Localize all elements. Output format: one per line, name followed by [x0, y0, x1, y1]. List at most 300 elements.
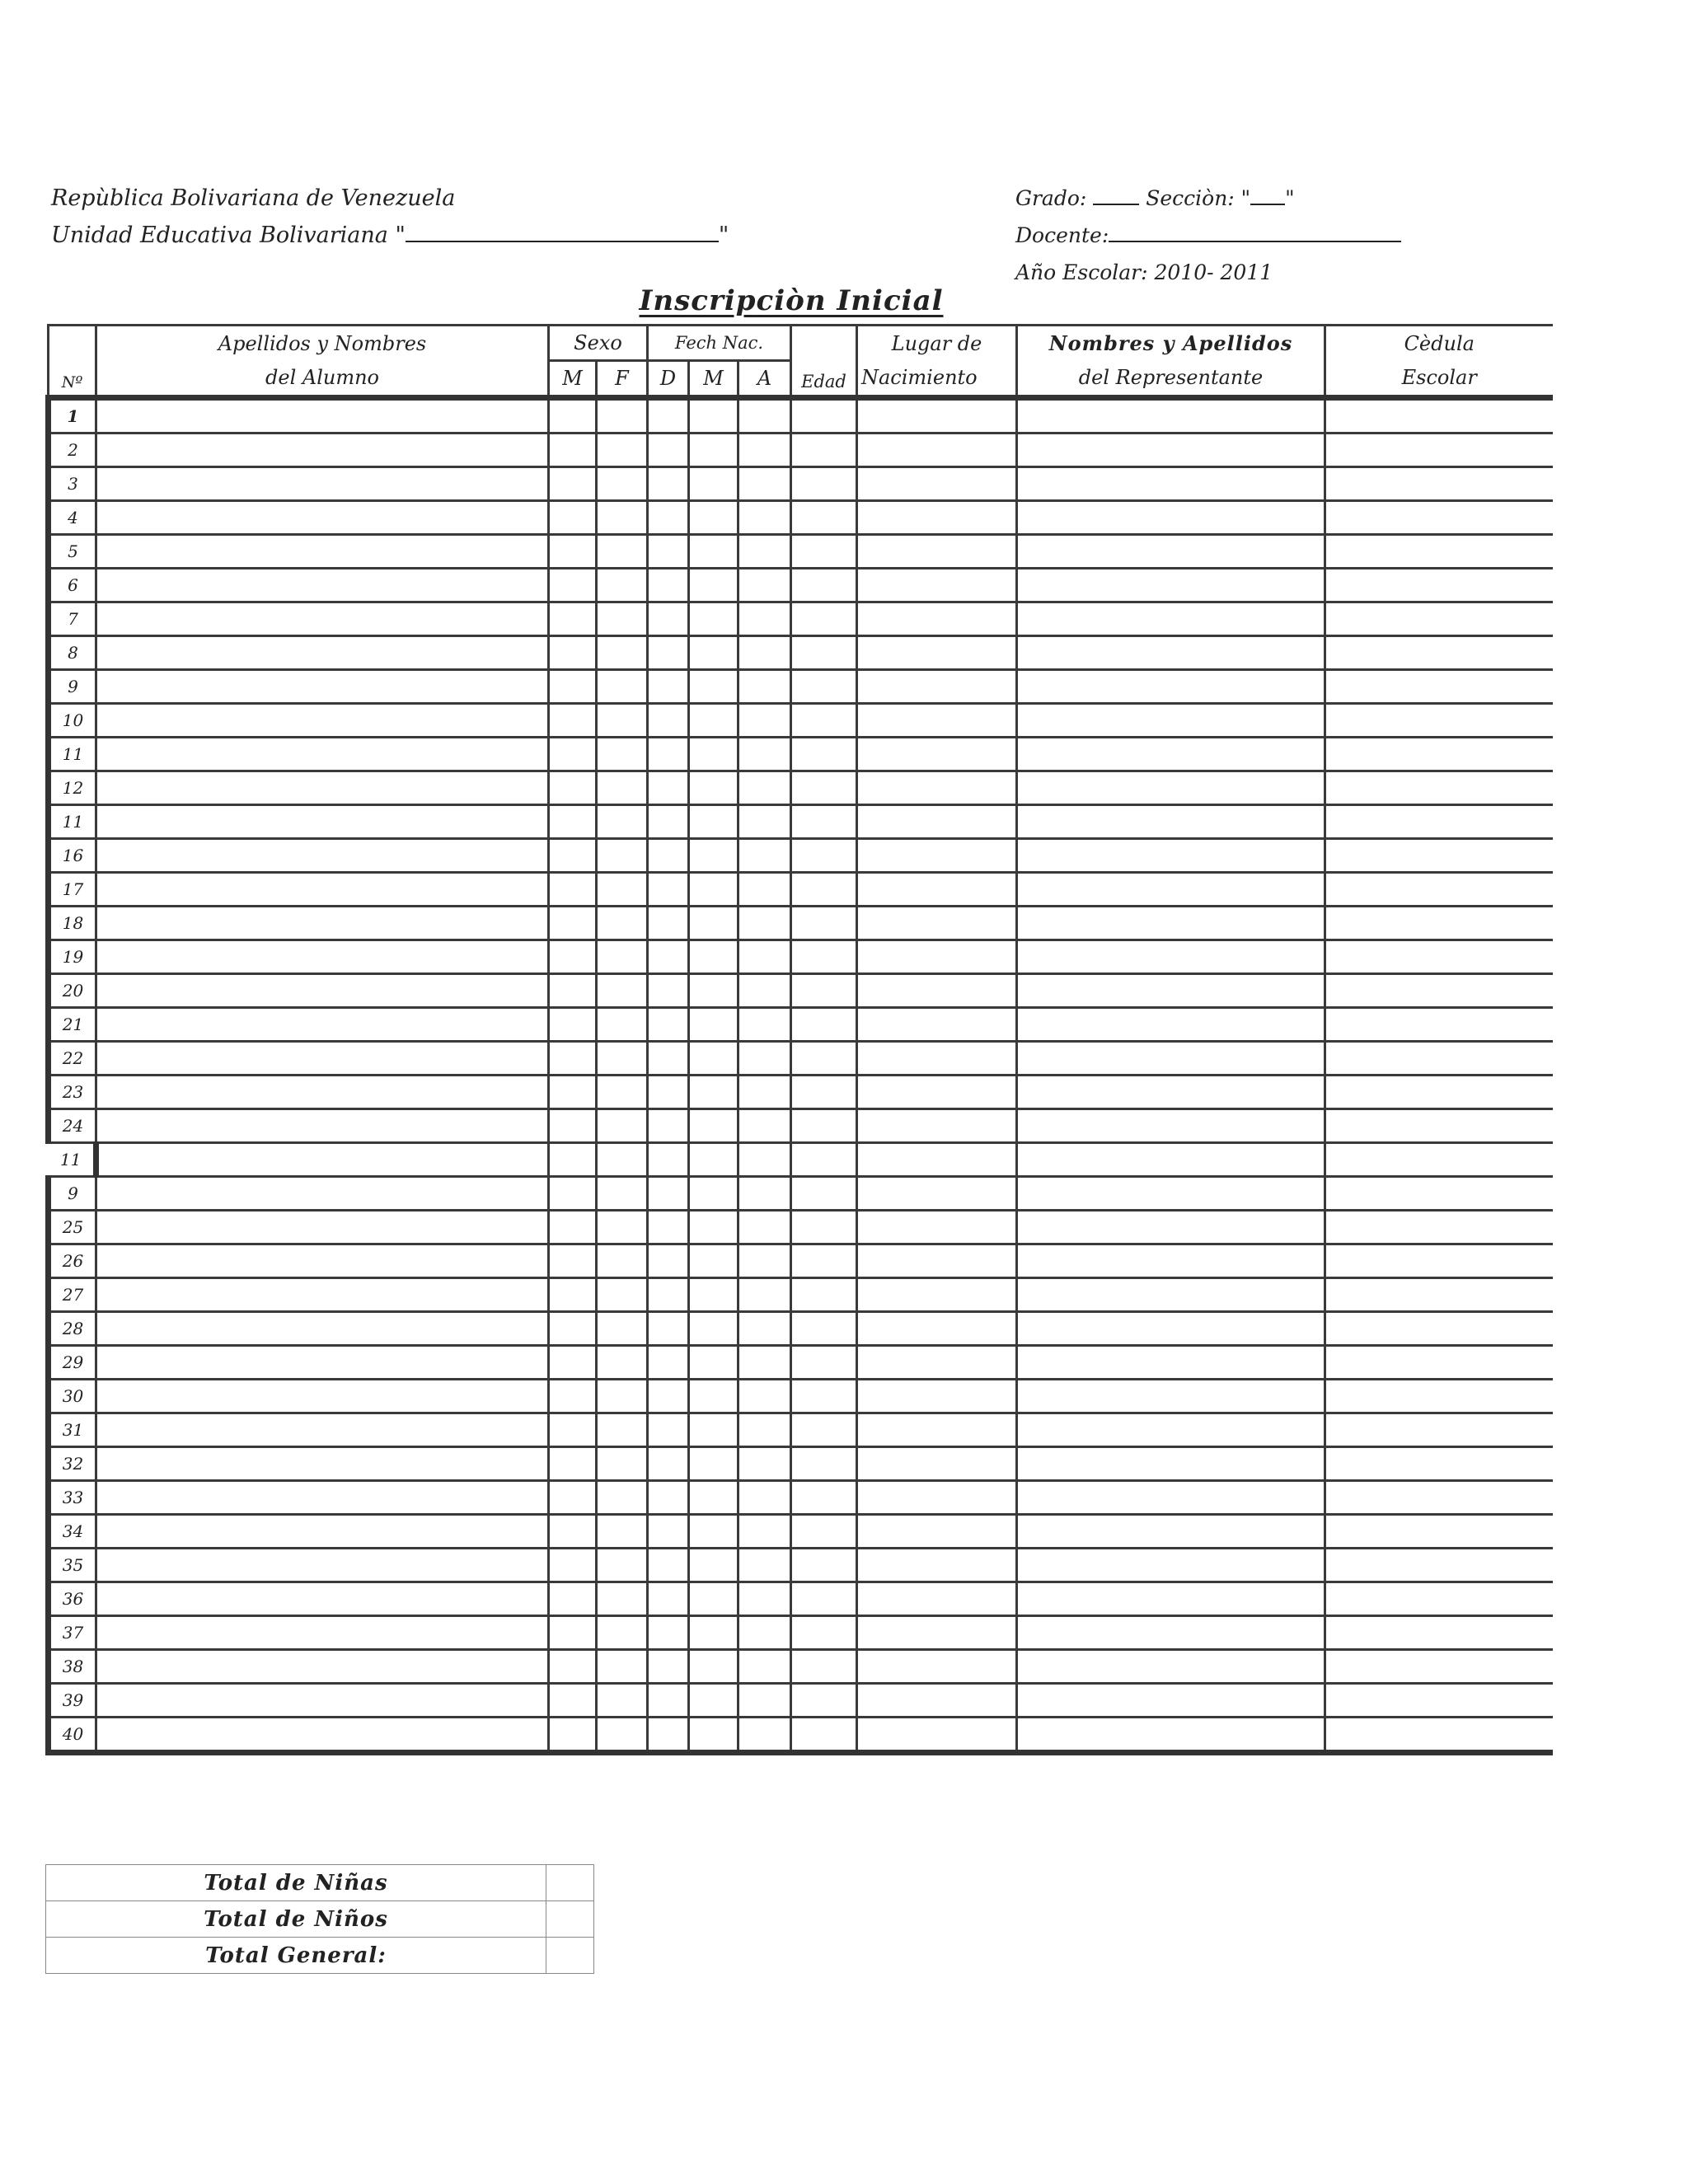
table-cell[interactable]: [689, 434, 738, 467]
table-cell[interactable]: [857, 569, 1017, 602]
table-cell[interactable]: [96, 1684, 549, 1718]
table-cell[interactable]: [689, 771, 738, 805]
table-cell[interactable]: [791, 1177, 857, 1211]
table-cell[interactable]: [1325, 805, 1553, 839]
table-cell[interactable]: [857, 839, 1017, 873]
table-cell[interactable]: [689, 873, 738, 907]
table-cell[interactable]: [549, 1042, 597, 1076]
table-cell[interactable]: [1017, 1109, 1325, 1143]
table-cell[interactable]: [1325, 398, 1553, 434]
table-cell[interactable]: [549, 771, 597, 805]
table-cell[interactable]: [689, 670, 738, 704]
table-cell[interactable]: [1017, 1481, 1325, 1515]
table-cell[interactable]: [791, 1718, 857, 1753]
table-cell[interactable]: [1325, 1616, 1553, 1650]
table-cell[interactable]: [549, 1278, 597, 1312]
table-cell[interactable]: [549, 974, 597, 1008]
table-cell[interactable]: [1325, 467, 1553, 501]
table-cell[interactable]: [648, 1515, 689, 1549]
table-cell[interactable]: [597, 1718, 648, 1753]
table-cell[interactable]: [1017, 602, 1325, 636]
table-cell[interactable]: [689, 501, 738, 535]
table-cell[interactable]: [96, 636, 549, 670]
table-cell[interactable]: [738, 670, 791, 704]
table-cell[interactable]: [648, 1616, 689, 1650]
table-cell[interactable]: [597, 1346, 648, 1380]
table-cell[interactable]: [597, 974, 648, 1008]
table-cell[interactable]: [96, 1650, 549, 1684]
table-cell[interactable]: [857, 1076, 1017, 1109]
table-cell[interactable]: [738, 1143, 791, 1177]
table-cell[interactable]: [96, 670, 549, 704]
table-cell[interactable]: [857, 1718, 1017, 1753]
table-cell[interactable]: [597, 1042, 648, 1076]
table-cell[interactable]: [96, 1718, 549, 1753]
table-cell[interactable]: [1017, 1042, 1325, 1076]
table-cell[interactable]: [648, 1650, 689, 1684]
table-cell[interactable]: [689, 1582, 738, 1616]
table-cell[interactable]: [1017, 1380, 1325, 1413]
table-cell[interactable]: [738, 1481, 791, 1515]
table-cell[interactable]: [689, 1650, 738, 1684]
table-cell[interactable]: [738, 501, 791, 535]
table-cell[interactable]: [738, 1650, 791, 1684]
table-cell[interactable]: [738, 1312, 791, 1346]
table-cell[interactable]: [689, 1684, 738, 1718]
table-cell[interactable]: [857, 1143, 1017, 1177]
table-cell[interactable]: [648, 501, 689, 535]
table-cell[interactable]: [1017, 1244, 1325, 1278]
table-cell[interactable]: [857, 1616, 1017, 1650]
table-cell[interactable]: [857, 636, 1017, 670]
table-cell[interactable]: [857, 434, 1017, 467]
table-cell[interactable]: [791, 1447, 857, 1481]
table-cell[interactable]: [857, 873, 1017, 907]
table-cell[interactable]: [1325, 1312, 1553, 1346]
table-cell[interactable]: [648, 940, 689, 974]
table-cell[interactable]: [857, 535, 1017, 569]
table-cell[interactable]: [549, 1177, 597, 1211]
table-cell[interactable]: [96, 1616, 549, 1650]
table-cell[interactable]: [648, 805, 689, 839]
table-cell[interactable]: [96, 434, 549, 467]
table-cell[interactable]: [597, 1481, 648, 1515]
table-cell[interactable]: [1325, 1380, 1553, 1413]
table-cell[interactable]: [597, 704, 648, 738]
table-cell[interactable]: [1017, 1582, 1325, 1616]
table-cell[interactable]: [689, 636, 738, 670]
table-cell[interactable]: [648, 1143, 689, 1177]
table-cell[interactable]: [689, 398, 738, 434]
table-cell[interactable]: [549, 1549, 597, 1582]
table-cell[interactable]: [857, 1042, 1017, 1076]
table-cell[interactable]: [648, 1380, 689, 1413]
table-cell[interactable]: [549, 1650, 597, 1684]
table-cell[interactable]: [549, 1616, 597, 1650]
table-cell[interactable]: [1325, 907, 1553, 940]
table-cell[interactable]: [1325, 1346, 1553, 1380]
table-cell[interactable]: [96, 974, 549, 1008]
table-cell[interactable]: [597, 434, 648, 467]
table-cell[interactable]: [689, 940, 738, 974]
table-cell[interactable]: [1017, 738, 1325, 771]
table-cell[interactable]: [857, 771, 1017, 805]
table-cell[interactable]: [96, 907, 549, 940]
table-cell[interactable]: [597, 1244, 648, 1278]
table-cell[interactable]: [738, 1549, 791, 1582]
table-cell[interactable]: [648, 1244, 689, 1278]
table-cell[interactable]: [549, 398, 597, 434]
table-cell[interactable]: [1017, 1312, 1325, 1346]
table-cell[interactable]: [738, 398, 791, 434]
table-cell[interactable]: [597, 940, 648, 974]
table-cell[interactable]: [791, 907, 857, 940]
table-cell[interactable]: [549, 873, 597, 907]
table-cell[interactable]: [1325, 704, 1553, 738]
table-cell[interactable]: [857, 1380, 1017, 1413]
table-cell[interactable]: [1325, 1481, 1553, 1515]
table-cell[interactable]: [791, 1312, 857, 1346]
table-cell[interactable]: [1325, 1447, 1553, 1481]
table-cell[interactable]: [549, 1312, 597, 1346]
table-cell[interactable]: [791, 1008, 857, 1042]
table-cell[interactable]: [1325, 602, 1553, 636]
table-cell[interactable]: [738, 1109, 791, 1143]
table-cell[interactable]: [857, 602, 1017, 636]
table-cell[interactable]: [791, 1042, 857, 1076]
table-cell[interactable]: [738, 1413, 791, 1447]
table-cell[interactable]: [1325, 569, 1553, 602]
table-cell[interactable]: [738, 839, 791, 873]
table-cell[interactable]: [689, 1413, 738, 1447]
table-cell[interactable]: [96, 535, 549, 569]
table-cell[interactable]: [791, 434, 857, 467]
table-cell[interactable]: [648, 974, 689, 1008]
table-cell[interactable]: [1325, 1684, 1553, 1718]
table-cell[interactable]: [791, 1380, 857, 1413]
table-cell[interactable]: [597, 738, 648, 771]
table-cell[interactable]: [791, 1278, 857, 1312]
grado-blank[interactable]: [1093, 184, 1139, 205]
table-cell[interactable]: [857, 1650, 1017, 1684]
table-cell[interactable]: [1017, 1549, 1325, 1582]
table-cell[interactable]: [791, 1211, 857, 1244]
table-cell[interactable]: [791, 1616, 857, 1650]
table-cell[interactable]: [1325, 1650, 1553, 1684]
table-cell[interactable]: [648, 535, 689, 569]
table-cell[interactable]: [549, 535, 597, 569]
table-cell[interactable]: [597, 670, 648, 704]
table-cell[interactable]: [597, 805, 648, 839]
table-cell[interactable]: [738, 1211, 791, 1244]
table-cell[interactable]: [96, 501, 549, 535]
table-cell[interactable]: [791, 974, 857, 1008]
table-cell[interactable]: [597, 839, 648, 873]
table-cell[interactable]: [1017, 636, 1325, 670]
table-cell[interactable]: [648, 434, 689, 467]
table-cell[interactable]: [648, 873, 689, 907]
table-cell[interactable]: [1325, 1177, 1553, 1211]
table-cell[interactable]: [1017, 974, 1325, 1008]
table-cell[interactable]: [689, 1481, 738, 1515]
table-cell[interactable]: [857, 1312, 1017, 1346]
table-cell[interactable]: [738, 1380, 791, 1413]
table-cell[interactable]: [96, 704, 549, 738]
table-cell[interactable]: [597, 1616, 648, 1650]
table-cell[interactable]: [1017, 839, 1325, 873]
table-cell[interactable]: [791, 1143, 857, 1177]
table-cell[interactable]: [791, 535, 857, 569]
table-cell[interactable]: [597, 1447, 648, 1481]
table-cell[interactable]: [597, 1312, 648, 1346]
table-cell[interactable]: [96, 1582, 549, 1616]
table-cell[interactable]: [791, 636, 857, 670]
table-cell[interactable]: [689, 1143, 738, 1177]
table-cell[interactable]: [549, 1143, 597, 1177]
table-cell[interactable]: [1325, 535, 1553, 569]
table-cell[interactable]: [96, 1278, 549, 1312]
table-cell[interactable]: [791, 839, 857, 873]
table-cell[interactable]: [791, 704, 857, 738]
table-cell[interactable]: [738, 704, 791, 738]
table-cell[interactable]: [857, 907, 1017, 940]
total-ninos-value[interactable]: [546, 1901, 594, 1938]
table-cell[interactable]: [96, 1008, 549, 1042]
table-cell[interactable]: [648, 1447, 689, 1481]
table-cell[interactable]: [549, 501, 597, 535]
table-cell[interactable]: [96, 1076, 549, 1109]
table-cell[interactable]: [857, 1549, 1017, 1582]
table-cell[interactable]: [738, 1582, 791, 1616]
table-cell[interactable]: [857, 670, 1017, 704]
table-cell[interactable]: [738, 974, 791, 1008]
table-cell[interactable]: [791, 1515, 857, 1549]
table-cell[interactable]: [648, 636, 689, 670]
table-cell[interactable]: [738, 602, 791, 636]
table-cell[interactable]: [791, 501, 857, 535]
table-cell[interactable]: [549, 434, 597, 467]
table-cell[interactable]: [96, 1211, 549, 1244]
table-cell[interactable]: [96, 602, 549, 636]
table-cell[interactable]: [1325, 839, 1553, 873]
table-cell[interactable]: [597, 1143, 648, 1177]
table-cell[interactable]: [549, 1684, 597, 1718]
table-cell[interactable]: [689, 1312, 738, 1346]
table-cell[interactable]: [1325, 1582, 1553, 1616]
table-cell[interactable]: [1325, 1278, 1553, 1312]
table-cell[interactable]: [1325, 636, 1553, 670]
table-cell[interactable]: [857, 1278, 1017, 1312]
table-cell[interactable]: [738, 1244, 791, 1278]
table-cell[interactable]: [648, 1718, 689, 1753]
table-cell[interactable]: [549, 738, 597, 771]
table-cell[interactable]: [1017, 1650, 1325, 1684]
table-cell[interactable]: [597, 1109, 648, 1143]
table-cell[interactable]: [597, 398, 648, 434]
table-cell[interactable]: [857, 1008, 1017, 1042]
table-cell[interactable]: [738, 636, 791, 670]
table-cell[interactable]: [738, 1008, 791, 1042]
table-cell[interactable]: [1017, 569, 1325, 602]
table-cell[interactable]: [648, 569, 689, 602]
table-cell[interactable]: [689, 1549, 738, 1582]
table-cell[interactable]: [96, 1413, 549, 1447]
table-cell[interactable]: [857, 1684, 1017, 1718]
table-cell[interactable]: [1325, 501, 1553, 535]
table-cell[interactable]: [96, 738, 549, 771]
table-cell[interactable]: [597, 467, 648, 501]
table-cell[interactable]: [791, 1244, 857, 1278]
table-cell[interactable]: [857, 1346, 1017, 1380]
table-cell[interactable]: [549, 602, 597, 636]
table-cell[interactable]: [96, 771, 549, 805]
table-cell[interactable]: [1325, 1042, 1553, 1076]
table-cell[interactable]: [597, 907, 648, 940]
table-cell[interactable]: [738, 771, 791, 805]
table-cell[interactable]: [549, 670, 597, 704]
table-cell[interactable]: [597, 569, 648, 602]
table-cell[interactable]: [597, 1211, 648, 1244]
table-cell[interactable]: [857, 1447, 1017, 1481]
table-cell[interactable]: [1325, 1109, 1553, 1143]
table-cell[interactable]: [857, 1413, 1017, 1447]
table-cell[interactable]: [96, 1109, 549, 1143]
table-cell[interactable]: [96, 467, 549, 501]
table-cell[interactable]: [549, 1109, 597, 1143]
table-cell[interactable]: [791, 569, 857, 602]
table-cell[interactable]: [689, 1718, 738, 1753]
table-cell[interactable]: [648, 839, 689, 873]
table-cell[interactable]: [648, 670, 689, 704]
table-cell[interactable]: [857, 940, 1017, 974]
table-cell[interactable]: [96, 839, 549, 873]
table-cell[interactable]: [857, 738, 1017, 771]
table-cell[interactable]: [549, 467, 597, 501]
table-cell[interactable]: [857, 1481, 1017, 1515]
table-cell[interactable]: [738, 1684, 791, 1718]
table-cell[interactable]: [1017, 1008, 1325, 1042]
table-cell[interactable]: [689, 1346, 738, 1380]
table-cell[interactable]: [857, 1244, 1017, 1278]
table-cell[interactable]: [689, 1211, 738, 1244]
table-cell[interactable]: [1017, 434, 1325, 467]
table-cell[interactable]: [549, 704, 597, 738]
table-cell[interactable]: [1325, 1515, 1553, 1549]
table-cell[interactable]: [549, 1515, 597, 1549]
table-cell[interactable]: [597, 1684, 648, 1718]
table-cell[interactable]: [1325, 434, 1553, 467]
table-cell[interactable]: [549, 940, 597, 974]
table-cell[interactable]: [791, 670, 857, 704]
table-cell[interactable]: [857, 1211, 1017, 1244]
table-cell[interactable]: [857, 1515, 1017, 1549]
table-cell[interactable]: [738, 569, 791, 602]
table-cell[interactable]: [689, 1616, 738, 1650]
table-cell[interactable]: [597, 1076, 648, 1109]
table-cell[interactable]: [1017, 704, 1325, 738]
table-cell[interactable]: [791, 940, 857, 974]
docente-blank[interactable]: [1109, 221, 1401, 242]
table-cell[interactable]: [689, 1042, 738, 1076]
table-cell[interactable]: [1017, 805, 1325, 839]
table-cell[interactable]: [1325, 1143, 1553, 1177]
table-cell[interactable]: [1017, 1076, 1325, 1109]
table-cell[interactable]: [791, 1650, 857, 1684]
table-cell[interactable]: [738, 434, 791, 467]
table-cell[interactable]: [96, 1481, 549, 1515]
table-cell[interactable]: [96, 569, 549, 602]
table-cell[interactable]: [857, 501, 1017, 535]
table-cell[interactable]: [96, 1312, 549, 1346]
table-cell[interactable]: [648, 1481, 689, 1515]
table-cell[interactable]: [96, 940, 549, 974]
table-cell[interactable]: [689, 602, 738, 636]
table-cell[interactable]: [689, 907, 738, 940]
table-cell[interactable]: [648, 907, 689, 940]
table-cell[interactable]: [738, 1515, 791, 1549]
table-cell[interactable]: [689, 1515, 738, 1549]
table-cell[interactable]: [648, 704, 689, 738]
table-cell[interactable]: [1017, 907, 1325, 940]
table-cell[interactable]: [1017, 670, 1325, 704]
table-cell[interactable]: [96, 1244, 549, 1278]
table-cell[interactable]: [1017, 1278, 1325, 1312]
table-cell[interactable]: [597, 535, 648, 569]
table-cell[interactable]: [738, 907, 791, 940]
table-cell[interactable]: [1325, 1718, 1553, 1753]
table-cell[interactable]: [689, 1177, 738, 1211]
table-cell[interactable]: [791, 1109, 857, 1143]
table-cell[interactable]: [597, 1278, 648, 1312]
table-cell[interactable]: [689, 1447, 738, 1481]
table-cell[interactable]: [96, 1042, 549, 1076]
table-cell[interactable]: [738, 940, 791, 974]
table-cell[interactable]: [549, 1346, 597, 1380]
table-cell[interactable]: [648, 467, 689, 501]
table-cell[interactable]: [648, 1109, 689, 1143]
table-cell[interactable]: [96, 1177, 549, 1211]
table-cell[interactable]: [791, 771, 857, 805]
table-cell[interactable]: [96, 873, 549, 907]
table-cell[interactable]: [738, 1718, 791, 1753]
table-cell[interactable]: [791, 738, 857, 771]
table-cell[interactable]: [648, 771, 689, 805]
table-cell[interactable]: [1325, 1211, 1553, 1244]
table-cell[interactable]: [857, 704, 1017, 738]
table-cell[interactable]: [738, 1042, 791, 1076]
table-cell[interactable]: [96, 1447, 549, 1481]
table-cell[interactable]: [738, 738, 791, 771]
table-cell[interactable]: [689, 839, 738, 873]
table-cell[interactable]: [648, 602, 689, 636]
table-cell[interactable]: [648, 1076, 689, 1109]
table-cell[interactable]: [689, 738, 738, 771]
table-cell[interactable]: [738, 1346, 791, 1380]
table-cell[interactable]: [96, 805, 549, 839]
table-cell[interactable]: [96, 1143, 549, 1177]
table-cell[interactable]: [648, 398, 689, 434]
table-cell[interactable]: [1325, 738, 1553, 771]
table-cell[interactable]: [857, 1582, 1017, 1616]
table-cell[interactable]: [1017, 1447, 1325, 1481]
table-cell[interactable]: [791, 467, 857, 501]
table-cell[interactable]: [791, 602, 857, 636]
table-cell[interactable]: [597, 771, 648, 805]
table-cell[interactable]: [597, 873, 648, 907]
table-cell[interactable]: [549, 636, 597, 670]
table-cell[interactable]: [1017, 771, 1325, 805]
table-cell[interactable]: [791, 1481, 857, 1515]
